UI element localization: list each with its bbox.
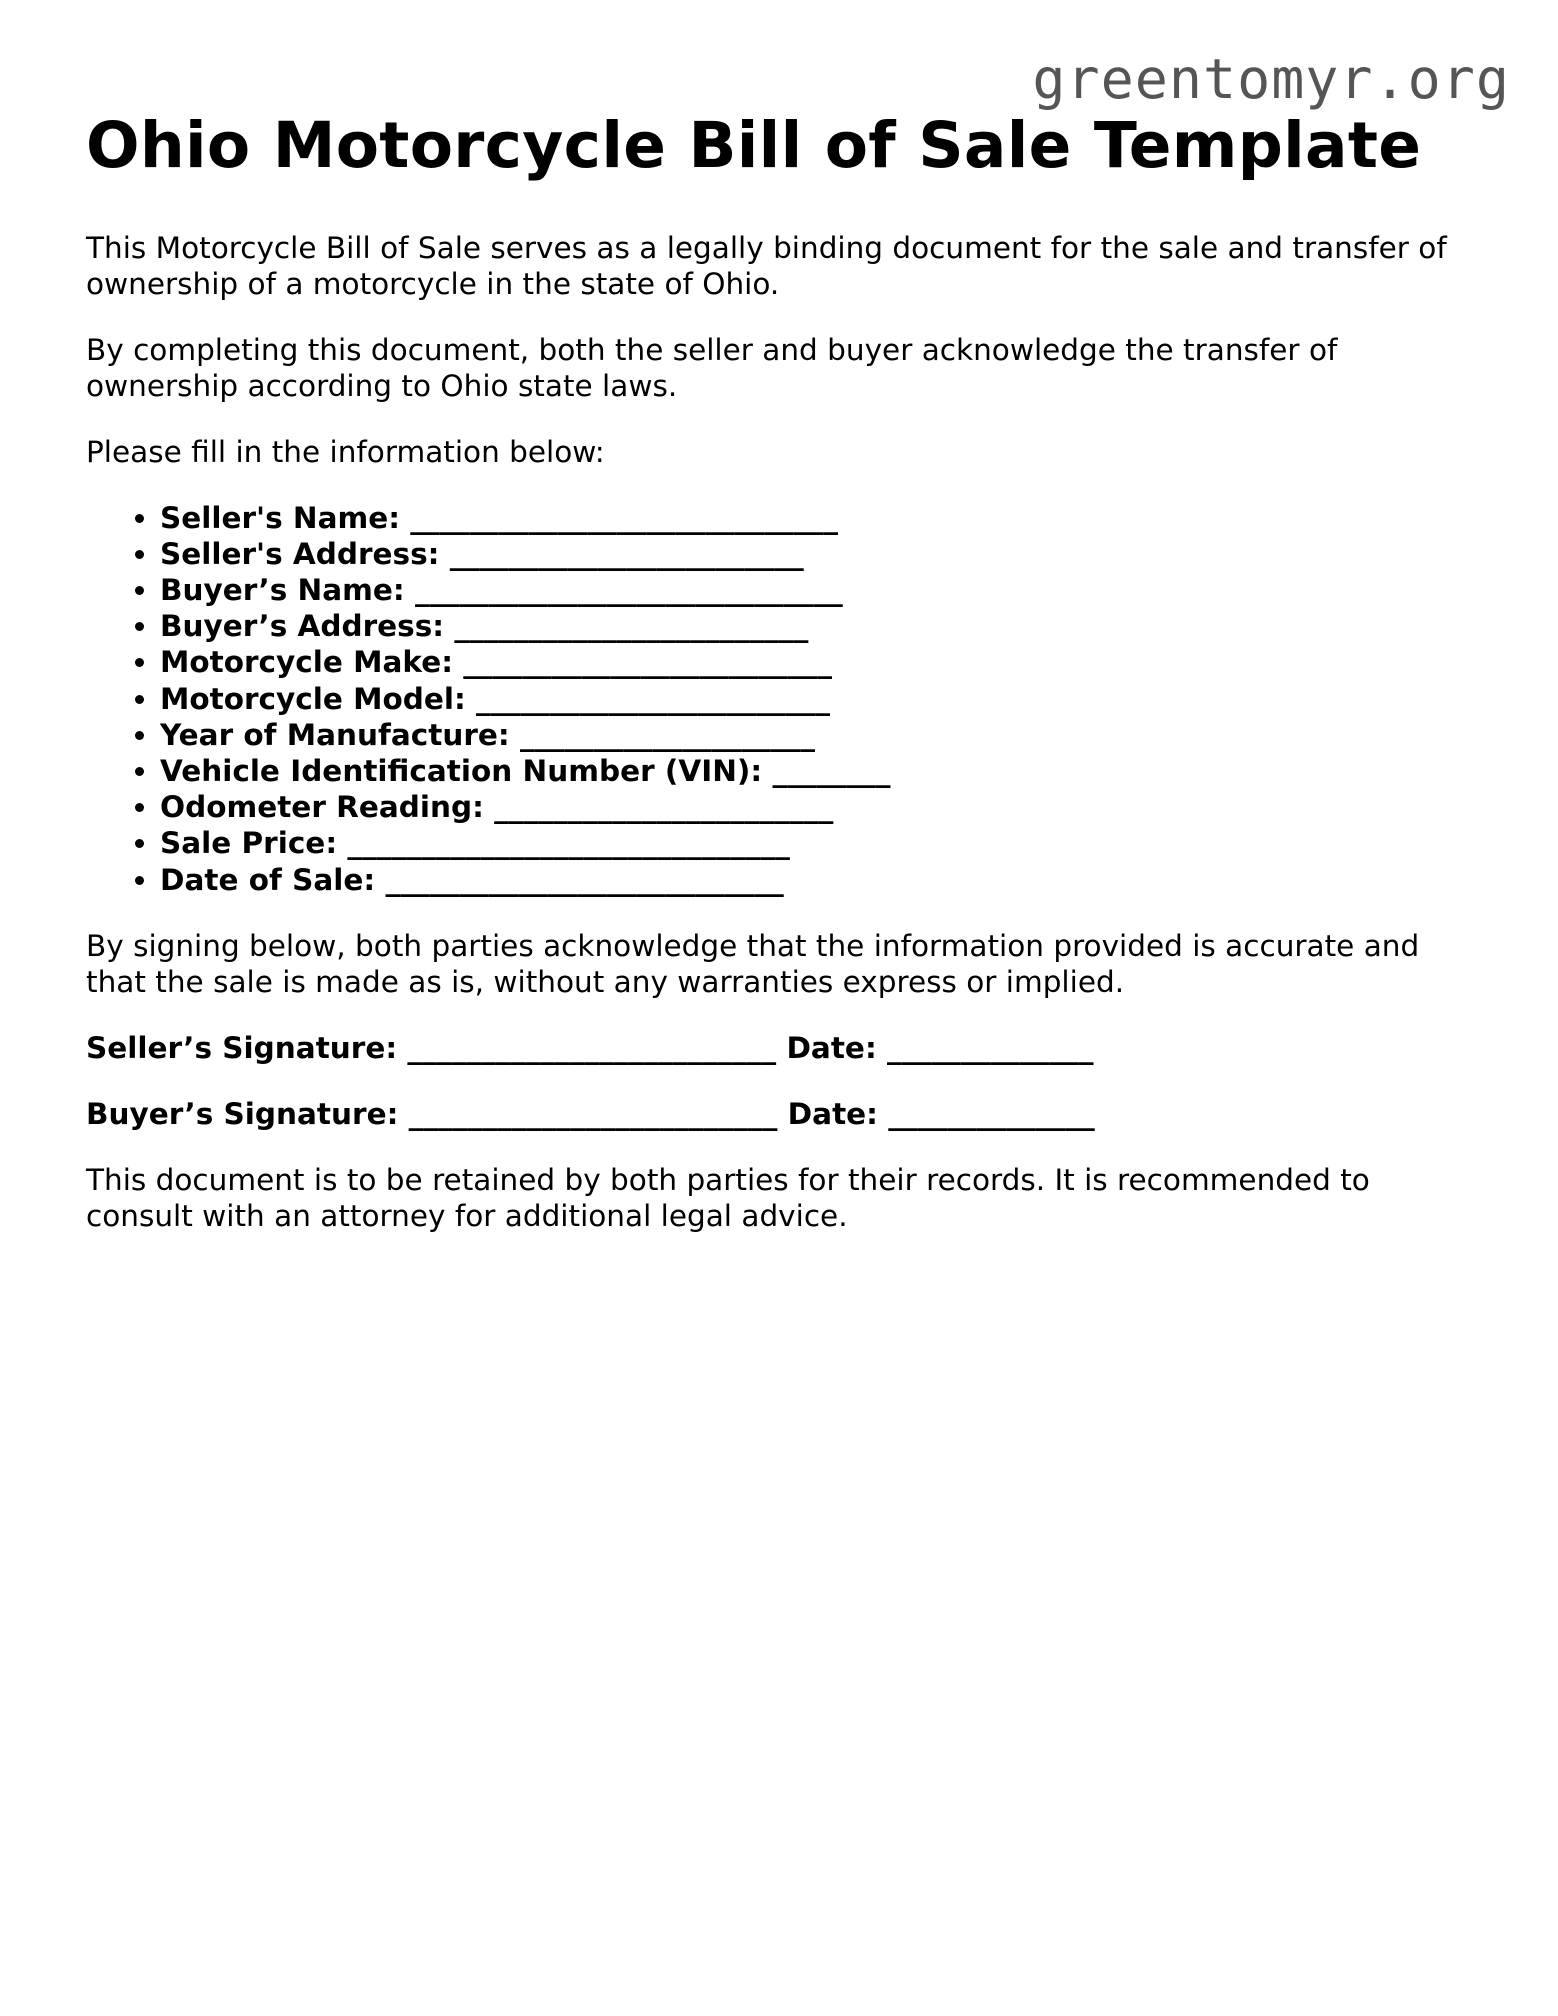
buyer-signature-line: Buyer’s Signature: _________________________ Date: ______________: [86, 1096, 1095, 1131]
intro-paragraph: By completing this document, both the seller and buyer acknowledge the transfer of ownership according to Ohio state laws.: [86, 332, 1338, 403]
field-buyers-address: • Buyer’s Address: ________________________: [160, 608, 1486, 644]
field-sellers-address: • Seller's Address: ________________________: [160, 536, 1486, 572]
field-sale-price: • Sale Price: ______________________________: [160, 825, 1486, 861]
field-buyers-name: • Buyer’s Name: _____________________________: [160, 572, 1486, 608]
field-year-of-manufacture: • Year of Manufacture: ____________________: [160, 717, 1486, 753]
intro-paragraph: This Motorcycle Bill of Sale serves as a legally binding document for the sale and transfer of ownership of a motorcycle in the state of Ohio.: [86, 230, 1447, 301]
field-list: [86, 500, 1486, 898]
document-page: [86, 108, 1486, 1264]
field-odometer-reading: • Odometer Reading: _______________________: [160, 789, 1486, 825]
field-vin: • Vehicle Identification Number (VIN): ________: [160, 753, 1486, 789]
field-sellers-name: • Seller's Name: _____________________________: [160, 500, 1486, 536]
field-motorcycle-model: • Motorcycle Model: ________________________: [160, 681, 1486, 717]
field-motorcycle-make: • Motorcycle Make: _________________________: [160, 644, 1486, 680]
instruction-text: Please fill in the information below:: [86, 434, 605, 469]
page-title: Ohio Motorcycle Bill of Sale Template: [86, 109, 1422, 182]
seller-signature-line: Seller’s Signature: _________________________ Date: ______________: [86, 1030, 1094, 1065]
acknowledgement-paragraph: By signing below, both parties acknowledge that the information provided is accurate and that the sale is made as is, without any warranties express or implied.: [86, 928, 1420, 999]
watermark: greentomyr.org: [1032, 47, 1510, 111]
field-date-of-sale: • Date of Sale: ___________________________: [160, 862, 1486, 898]
closing-paragraph: This document is to be retained by both parties for their records. It is recommended to consult with an attorney for additional legal advice.: [86, 1162, 1370, 1233]
